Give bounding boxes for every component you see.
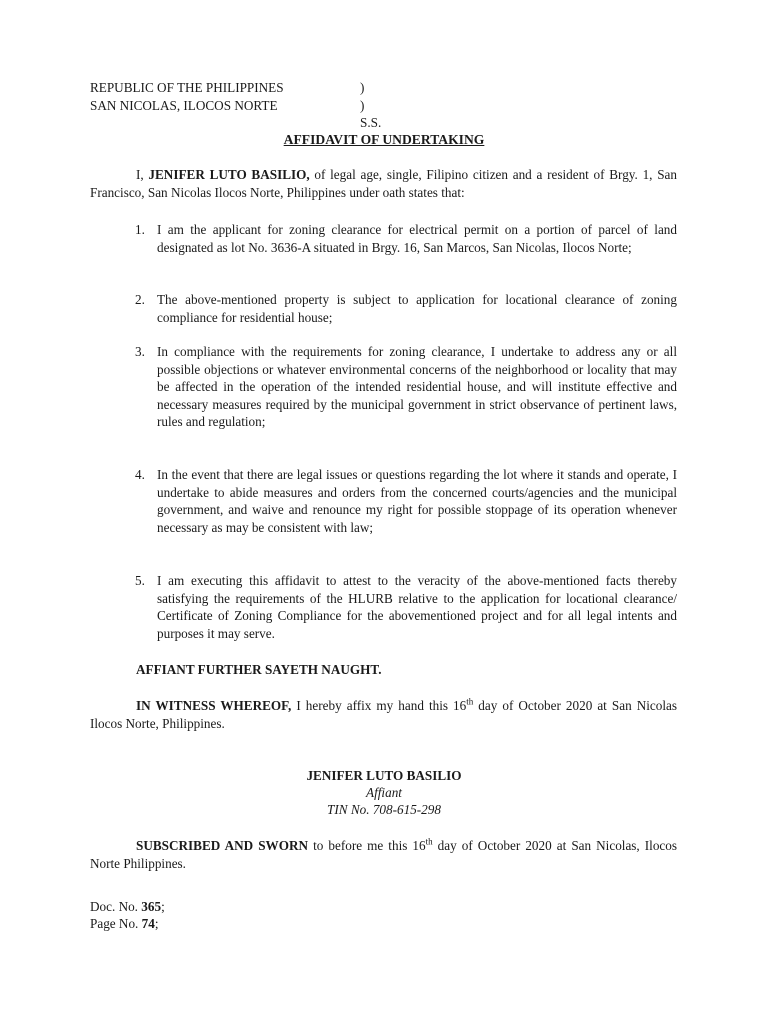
jurat-day-suffix: th [425,836,433,847]
list-item-text: In compliance with the requirements for zoning clearance, I undertake to address any or all possible objections or whatever environmental concerns of the neighborhood or locality that may be affected in the operation of the intended residential house, and will institute effective and necessary measures required by the municipal government in strict observance of pertinent laws, rules and regulation; [157,344,677,430]
list-item-number: 1. [135,222,145,237]
jurat-lead: SUBSCRIBED AND SWORN [136,838,309,853]
doc-number-line [90,898,677,916]
list-item-number: 3. [135,344,145,359]
page-number-value: 74 [141,916,155,931]
affiant-signature-name: JENIFER LUTO BASILIO [306,768,462,783]
witness-lead: IN WITNESS WHEREOF, [136,698,292,713]
list-item [135,466,677,536]
witness-text-pre: I hereby affix my hand this 16 [291,698,467,713]
intro-prefix: I, [136,167,149,182]
page-number-line [90,915,677,933]
witness-day-suffix: th [466,696,474,707]
witness-text-post: day of October 2020 at San Nicolas Ilocos Norte, Philippines. [90,698,677,731]
jurat-paragraph [90,837,677,872]
list-item [135,343,677,431]
venue-paren-1: ) [360,80,365,95]
list-item-text: In the event that there are legal issues or questions regarding the lot where it stands and operate, I undertake to abide measures and orders from the concerned courts/agencies and the municipal government, and waive and renounce my right for possible stoppage of its operation whenever necessary as may be consistent with law; [157,467,677,535]
page-number-suffix: ; [154,916,159,931]
intro-paragraph [90,166,677,201]
list-item-number: 2. [135,292,145,307]
doc-number-suffix: ; [161,899,165,914]
list-item [135,291,677,326]
list-item-number: 4. [135,467,145,482]
list-item-text: I am the applicant for zoning clearance for electrical permit on a portion of parcel of land designated as lot No. 3636-A situated in Brgy. 16, San Marcos, San Nicolas, Ilocos Norte; [157,222,677,255]
affiant-name-inline: JENIFER LUTO BASILIO, [148,167,310,182]
venue-line-1: REPUBLIC OF THE PHILIPPINES [90,80,284,95]
witness-paragraph [90,697,677,732]
venue-line-2: SAN NICOLAS, ILOCOS NORTE [90,97,278,113]
list-item [135,572,677,642]
venue-paren-2: ) S.S. [360,97,382,131]
jurat-text-pre: to before me this 16 [308,838,426,853]
list-item-text: I am executing this affidavit to attest to the veracity of the above-mentioned facts thereby satisfying the requirements of the HLURB relative to the application for locational clearance/ Certificate of Zoning Compliance for the abovementioned project and for all legal intents and purposes it may serve. [157,573,677,641]
affiant-tin: TIN No. 708-615-298 [327,802,441,817]
venue-block [90,79,382,131]
jurat-text-post: day of October 2020 at San Nicolas, Ilocos Norte Philippines. [90,838,678,871]
affiant-label: Affiant [366,785,402,800]
list-item [135,221,677,256]
intro-text: of legal age, single, Filipino citizen and a resident of Brgy. 1, San Francisco, San Nicolas Ilocos Norte, Philippines under oath states that: [90,167,677,200]
doc-number-value: 365 [141,899,162,914]
further-sayeth: AFFIANT FURTHER SAYETH NAUGHT. [136,662,382,677]
page-number-label: Page No. [90,916,142,931]
document-title: AFFIDAVIT OF UNDERTAKING [283,132,485,147]
doc-number-label: Doc. No. [90,899,142,914]
list-item-text: The above-mentioned property is subject to application for locational clearance of zoning compliance for residential house; [157,292,677,325]
list-item-number: 5. [135,573,145,588]
